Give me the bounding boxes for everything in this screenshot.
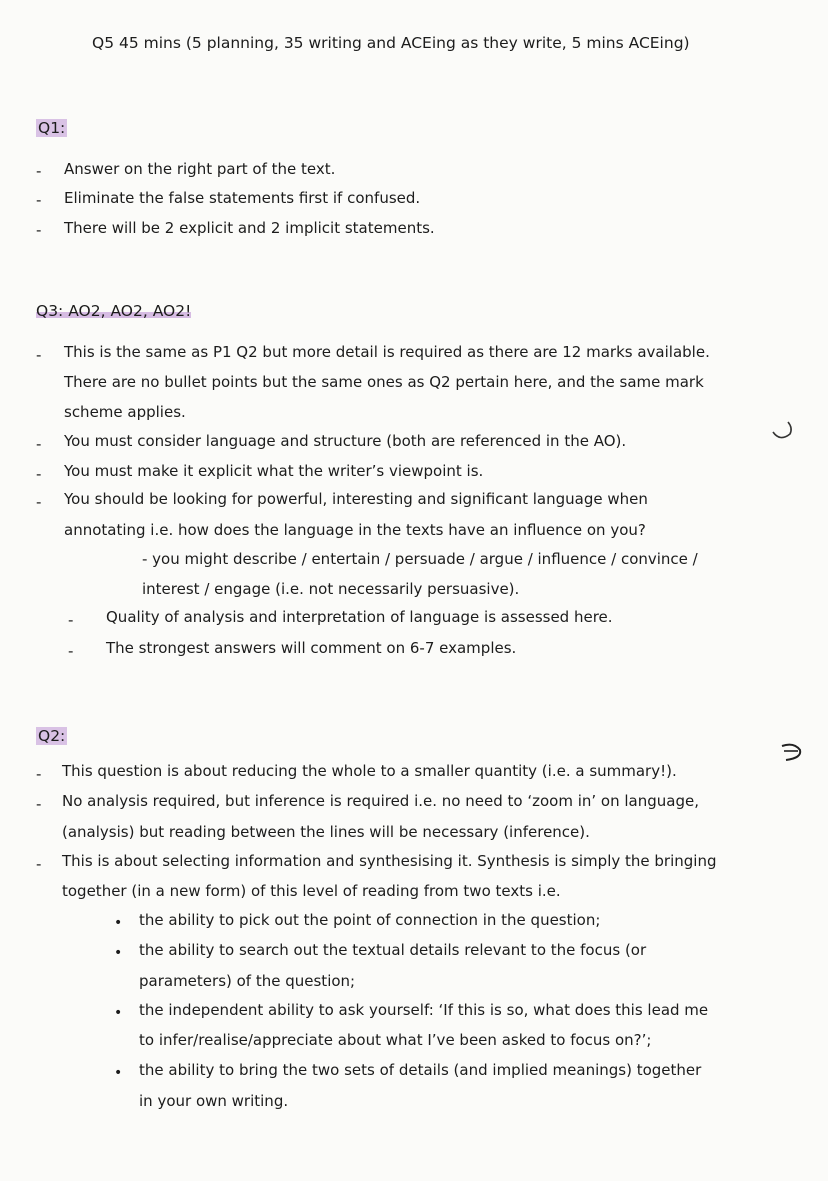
- tick-mark-icon: [780, 740, 804, 764]
- dash-marker: -: [68, 642, 74, 660]
- q2-bullet-1: the ability to pick out the point of connection in the question;: [139, 911, 601, 929]
- q2-bullet-4-line-2: in your own writing.: [139, 1092, 289, 1110]
- q3-item-6: The strongest answers will comment on 6-7 examples.: [106, 639, 517, 657]
- page-title: Q5 45 mins (5 planning, 35 writing and ACEing as they write, 5 mins ACEing): [92, 34, 690, 52]
- q2-item-2-line-2: (analysis) but reading between the lines will be necessary (inference).: [62, 823, 590, 841]
- q2-bullet-2-line-2: parameters) of the question;: [139, 972, 356, 990]
- q2-item-2-line-1: No analysis required, but inference is required i.e. no need to ‘zoom in’ on language,: [62, 792, 699, 810]
- q3-item-5: Quality of analysis and interpretation of language is assessed here.: [106, 608, 613, 626]
- q2-bullet-2-line-1: the ability to search out the textual details relevant to the focus (or: [139, 941, 647, 959]
- q3-sub-line-1: - you might describe / entertain / persuade / argue / influence / convince /: [142, 550, 698, 568]
- q2-bullet-3-line-1: the independent ability to ask yourself: ‘If this is so, what does this lead me: [139, 1001, 709, 1019]
- dash-marker: -: [68, 611, 74, 629]
- dash-marker: -: [36, 855, 42, 873]
- bullet-marker: •: [114, 1065, 123, 1081]
- dash-marker: -: [36, 465, 42, 483]
- q3-item-1-line-1: This is the same as P1 Q2 but more detail is required as there are 12 marks available.: [64, 343, 710, 361]
- dash-marker: -: [36, 162, 42, 180]
- q2-item-1: This question is about reducing the whole to a smaller quantity (i.e. a summary!).: [62, 762, 677, 780]
- bullet-marker: •: [114, 915, 123, 931]
- bullet-marker: •: [114, 945, 123, 961]
- dash-marker: -: [36, 191, 42, 209]
- dash-marker: -: [36, 765, 42, 783]
- q2-heading: Q2:: [38, 727, 66, 745]
- q3-sub-line-2: interest / engage (i.e. not necessarily persuasive).: [142, 580, 520, 598]
- dash-marker: -: [36, 346, 42, 364]
- dash-marker: -: [36, 435, 42, 453]
- q3-item-3: You must make it explicit what the writer’s viewpoint is.: [64, 462, 484, 480]
- bullet-marker: •: [114, 1005, 123, 1021]
- q2-item-3-line-2: together (in a new form) of this level of reading from two texts i.e.: [62, 882, 561, 900]
- q3-heading: Q3: AO2, AO2, AO2!: [36, 302, 192, 320]
- q3-item-1-line-3: scheme applies.: [64, 403, 186, 421]
- q2-item-3-line-1: This is about selecting information and synthesising it. Synthesis is simply the bringing: [62, 852, 717, 870]
- dash-marker: -: [36, 795, 42, 813]
- q3-item-4-line-2: annotating i.e. how does the language in the texts have an influence on you?: [64, 521, 646, 539]
- q3-item-2: You must consider language and structure (both are referenced in the AO).: [64, 432, 627, 450]
- q1-heading: Q1:: [38, 119, 66, 137]
- q1-item-1: Answer on the right part of the text.: [64, 160, 336, 178]
- q2-bullet-3-line-2: to infer/realise/appreciate about what I’ve been asked to focus on?’;: [139, 1031, 652, 1049]
- tick-mark-icon: [770, 418, 794, 442]
- q3-item-4-line-1: You should be looking for powerful, interesting and significant language when: [64, 490, 648, 508]
- dash-marker: -: [36, 221, 42, 239]
- q3-item-1-line-2: There are no bullet points but the same ones as Q2 pertain here, and the same mark: [64, 373, 704, 391]
- q2-bullet-4-line-1: the ability to bring the two sets of details (and implied meanings) together: [139, 1061, 702, 1079]
- dash-marker: -: [36, 493, 42, 511]
- q1-item-2: Eliminate the false statements first if confused.: [64, 189, 421, 207]
- q1-item-3: There will be 2 explicit and 2 implicit statements.: [64, 219, 435, 237]
